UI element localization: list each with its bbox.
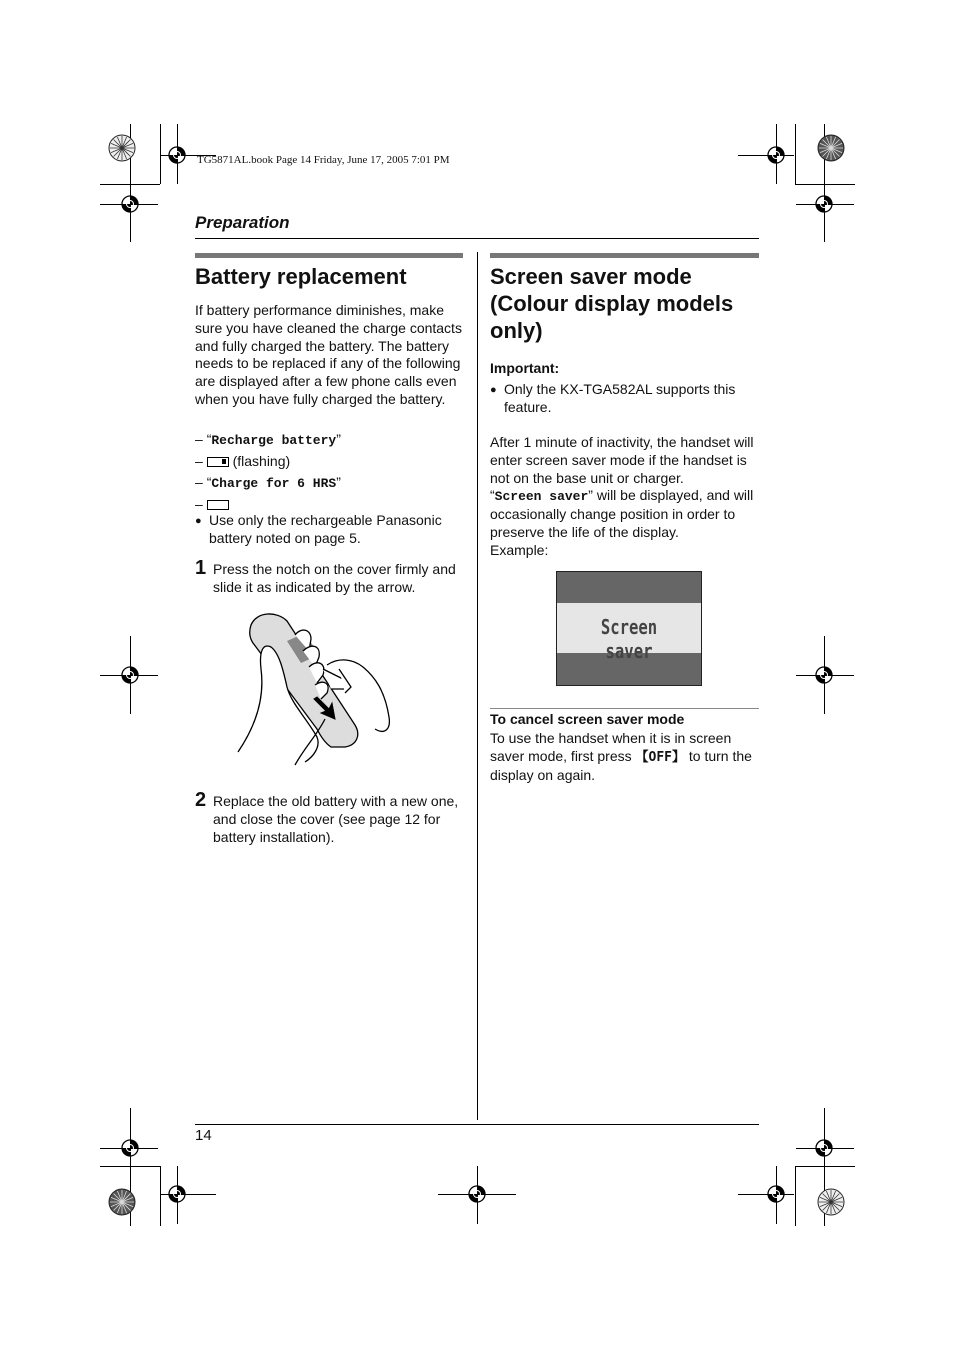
screen-saver-heading: Screen saver mode (Colour display models only) <box>490 264 734 343</box>
display-item-4: – <box>195 494 463 515</box>
bullet-icon: ● <box>490 384 497 396</box>
off-key-label: 【OFF】 <box>635 749 685 765</box>
step-2-text: Replace the old battery with a new one, and close the cover (see page 12 for battery installation). <box>213 793 459 845</box>
section-label: Preparation <box>195 213 290 232</box>
handset-cover-illustration <box>235 607 405 767</box>
lcd-text: Screen saver <box>600 615 658 663</box>
battery-intro: If battery performance diminishes, make sure you have cleaned the charge contacts and fully charged the battery. The battery needs to be replaced if any of the following are displayed after a few phone calls even when you have fully charged the battery. <box>195 302 462 407</box>
battery-replacement-heading: Battery replacement <box>195 264 407 289</box>
step-1-text: Press the notch on the cover firmly and slide it as indicated by the arrow. <box>213 561 456 595</box>
cancel-heading: To cancel screen saver mode <box>490 711 685 727</box>
battery-intro-text <box>195 302 463 409</box>
cancel-section-rule <box>490 708 759 709</box>
screen-saver-description: After 1 minute of inactivity, the handset will enter screen saver mode if the handset is not on the base unit or charger. “Screen saver” will be displayed, and will occasionally change position in order to preserve the life of the display. Example: <box>490 434 754 558</box>
panasonic-battery-note: Use only the rechargeable Panasonic battery noted on page 5. <box>209 512 442 546</box>
battery-low-icon <box>207 457 229 467</box>
page-number: 14 <box>195 1127 212 1144</box>
right-heading-bar <box>490 253 759 258</box>
footer-rule <box>195 1124 759 1125</box>
left-heading-bar <box>195 253 463 258</box>
important-label: Important: <box>490 360 560 376</box>
display-item-1: – “Recharge battery” <box>195 431 341 448</box>
cancel-instructions: To use the handset when it is in screen saver mode, first press 【OFF】 to turn the display on again. <box>490 730 752 783</box>
header-rule <box>195 238 759 239</box>
step-1-number: 1 <box>195 557 207 579</box>
display-item-2: – (flashing) <box>195 453 291 469</box>
print-header-info: TG5871AL.book Page 14 Friday, June 17, 2005 7:01 PM <box>197 154 450 166</box>
step-2-number: 2 <box>195 789 207 811</box>
display-item-list <box>195 429 463 515</box>
important-bullet-text: Only the KX-TGA582AL supports this feature. <box>504 381 736 415</box>
column-divider <box>477 252 478 1120</box>
display-item-3: – “Charge for 6 HRS” <box>195 474 341 491</box>
screen-saver-display-example <box>556 571 702 686</box>
bullet-icon: ● <box>195 515 202 527</box>
battery-empty-icon <box>207 500 229 510</box>
